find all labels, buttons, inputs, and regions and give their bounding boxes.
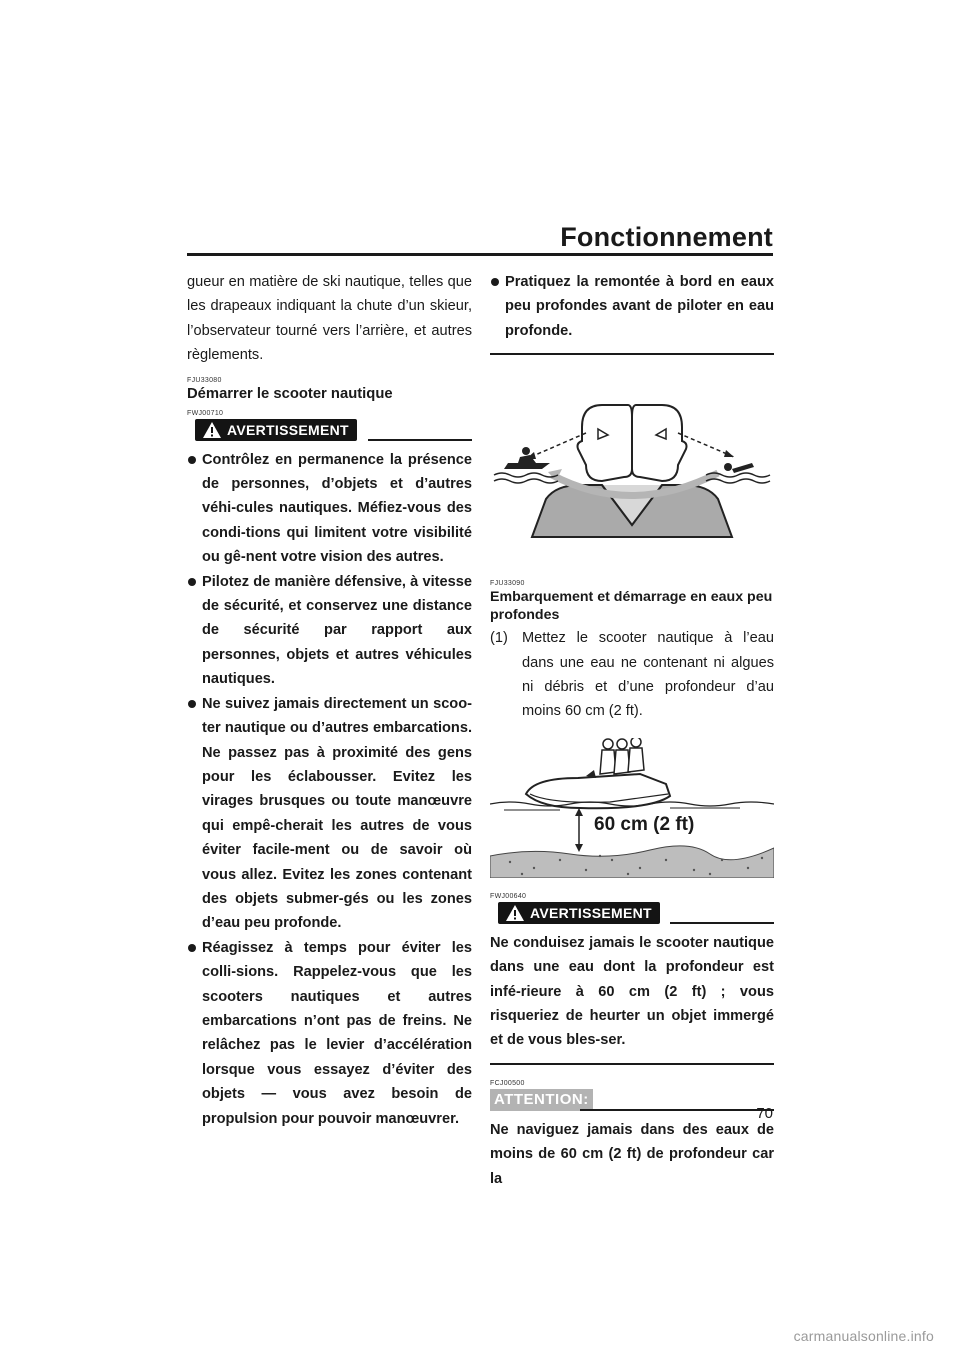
warning-header bbox=[187, 419, 472, 444]
attention-rule bbox=[580, 1109, 774, 1111]
practice-bullet-list bbox=[490, 270, 774, 343]
warning-triangle-icon bbox=[202, 421, 222, 439]
attention-badge: ATTENTION: bbox=[490, 1089, 593, 1111]
list-item: Réagissez à temps pour éviter les colli-sions. Rappelez-vous que les scooters nautiques et autres embarcations n’ont pas de freins. Ne relâchez pas le levier d’accélération lorsque vous essayez d’éviter des objets — vous avez besoin de propulsion pour pouvoir manœuvrer. bbox=[187, 936, 472, 1131]
step-text: Mettez le scooter nautique à l’eau dans une eau ne contenant ni algues ni débris et d’une profondeur d’au moins 60 cm (2 ft). bbox=[522, 630, 774, 720]
warning-text: Ne conduisez jamais le scooter nautique dans une eau dont la profondeur est infé-rieure à 60 cm (2 ft) ; vous risqueriez de heurter un objet immergé et de vous bles-ser. bbox=[490, 934, 774, 1049]
left-column bbox=[187, 270, 472, 1131]
subsection-title: Embarquement et démarrage en eaux peu profondes bbox=[490, 589, 773, 624]
attention-code: FCJ00500 bbox=[490, 1079, 525, 1087]
subsection-code: FJU33090 bbox=[490, 580, 525, 588]
warning-code: FWJ00640 bbox=[490, 892, 527, 900]
warning-badge bbox=[195, 419, 357, 441]
shallow-water-illustration bbox=[490, 738, 774, 878]
warning-rule bbox=[670, 922, 774, 924]
header-rule bbox=[187, 253, 773, 256]
warning-label: AVERTISSEMENT bbox=[227, 421, 349, 438]
list-item: Pilotez de manière défensive, à vitesse de sécurité, et conservez une distance de sécurité par rapport aux personnes, objets et autres véhicules nautiques. bbox=[187, 570, 472, 692]
warning-triangle-icon bbox=[505, 904, 525, 922]
intro-paragraph: gueur en matière de ski nautique, telles que les drapeaux indiquant la chute d’un skieur, l’observateur tourné vers l’arrière, et autres règlements. bbox=[187, 274, 472, 364]
list-item: Ne suivez jamais directement un scoo-ter nautique ou d’autres embarcations. Ne passez pas à proximité des gens pour les éclabousser. Evitez les virages brusques ou toute manœuvre qui empê-cherait les autres de vous éviter facile-ment ou de savoir où vous allez. Evitez les zones contenant des objets submer-gés ou les zones d’eau peu profonde. bbox=[187, 692, 472, 936]
attention-header bbox=[490, 1089, 774, 1114]
section-code: FJU33080 bbox=[187, 376, 222, 384]
warning-badge bbox=[498, 902, 660, 924]
list-item: Contrôlez en permanence la présence de personnes, d’objets et d’autres véhi-cules nautiques. Méfiez-vous des condi-tions qui limitent votre visibilité ou gê-nent votre vision des autres. bbox=[187, 448, 472, 570]
list-item bbox=[490, 626, 774, 724]
warning-rule bbox=[368, 439, 472, 441]
depth-label: 60 cm (2 ft) bbox=[594, 813, 695, 835]
right-column bbox=[490, 270, 774, 1191]
watermark: carmanualsonline.info bbox=[793, 1328, 934, 1344]
list-item: Pratiquez la remontée à bord en eaux peu profondes avant de piloter en eau profonde. bbox=[490, 270, 774, 343]
warning-end-rule bbox=[490, 1063, 774, 1065]
page-number: 70 bbox=[756, 1105, 773, 1122]
warning-label: AVERTISSEMENT bbox=[530, 904, 652, 921]
warning-header bbox=[490, 902, 774, 927]
warning-bullet-list bbox=[187, 448, 472, 1131]
rider-lookout-illustration bbox=[490, 377, 774, 559]
page-title: Fonctionnement bbox=[560, 222, 773, 252]
attention-text: Ne naviguez jamais dans des eaux de moins de 60 cm (2 ft) de profondeur car la bbox=[490, 1121, 774, 1187]
shallow-water-drawing bbox=[490, 738, 774, 878]
warning-code: FWJ00710 bbox=[187, 409, 224, 417]
step-number: (1) bbox=[490, 630, 508, 647]
warning-end-rule bbox=[490, 353, 774, 355]
section-title: Démarrer le scooter nautique bbox=[187, 385, 393, 402]
